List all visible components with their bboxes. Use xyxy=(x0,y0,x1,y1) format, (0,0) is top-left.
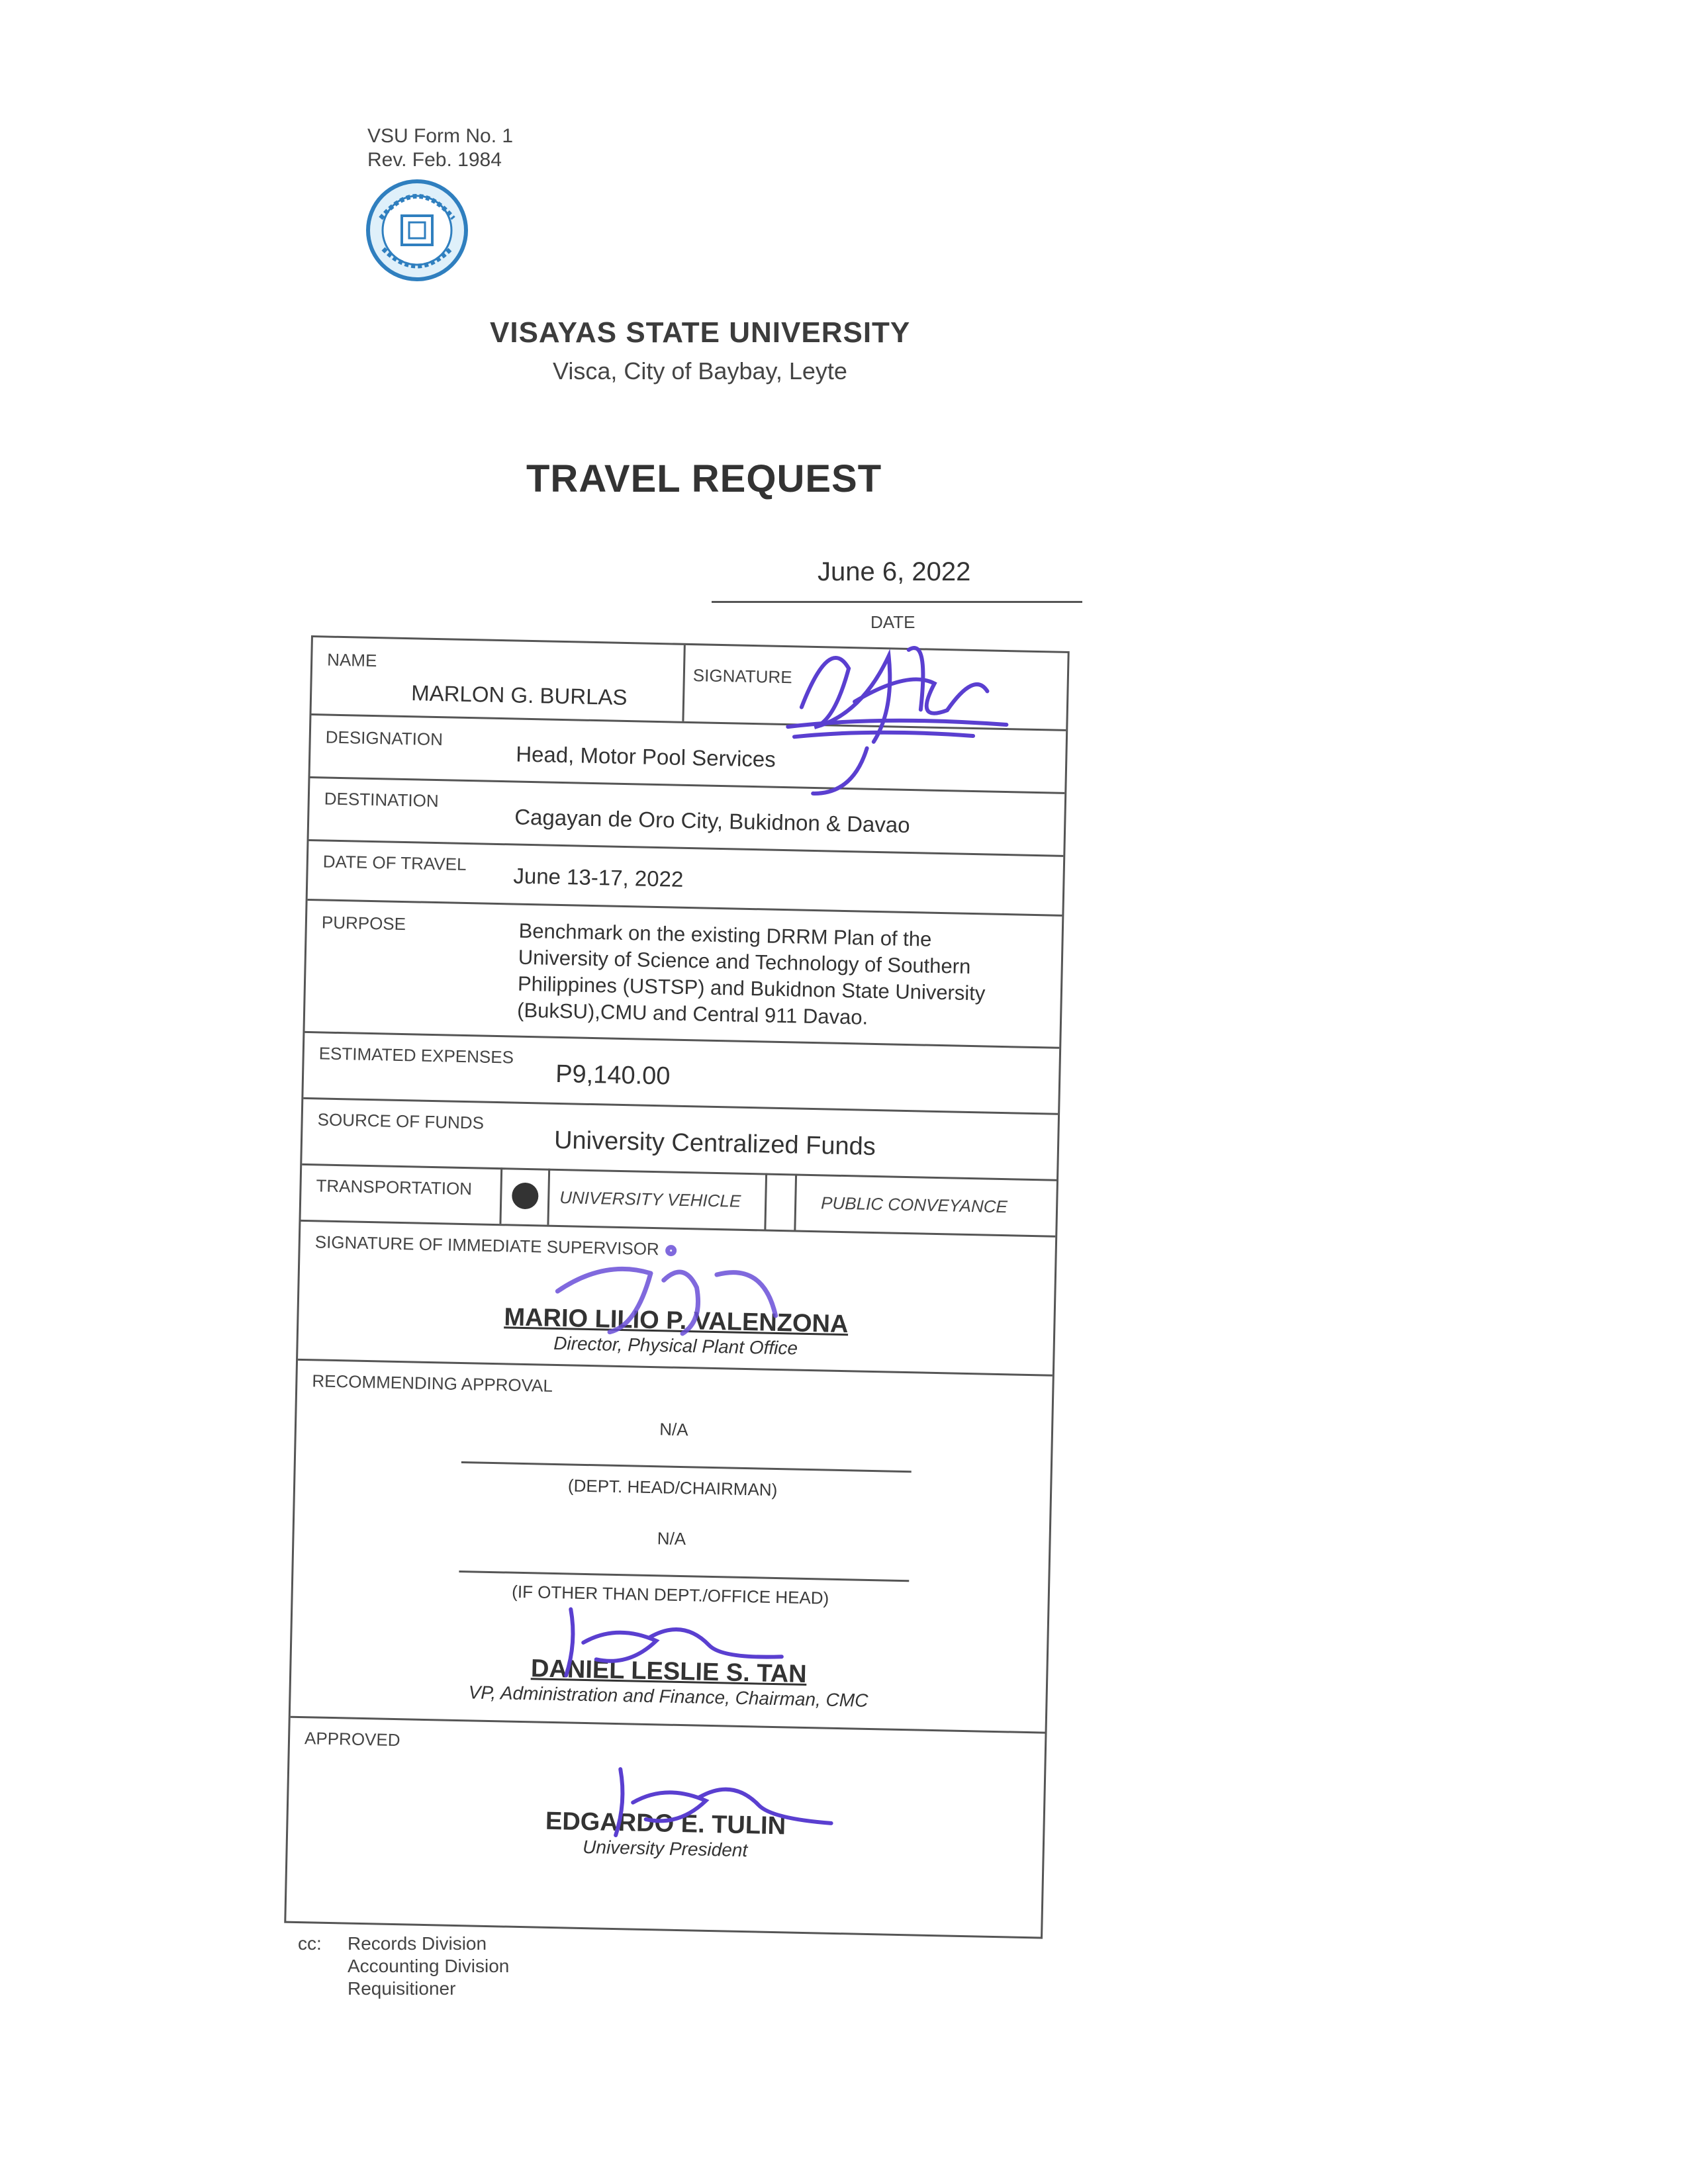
name-value: MARLON G. BURLAS xyxy=(410,680,628,710)
transport-option-university-vehicle: UNIVERSITY VEHICLE xyxy=(559,1187,741,1211)
recommending-title: VP, Administration and Finance, Chairman, CMC xyxy=(468,1682,868,1711)
requester-signature-icon xyxy=(773,627,1015,804)
form-revision: Rev. Feb. 1984 xyxy=(367,149,502,171)
designation-value: Head, Motor Pool Services xyxy=(515,741,776,772)
purpose-line: University of Science and Technology of Southern xyxy=(518,945,971,978)
supervisor-name: MARIO LILIO P. VALENZONA xyxy=(504,1303,849,1339)
purpose-line: (BukSU),CMU and Central 911 Davao. xyxy=(516,998,868,1029)
approved-name: EDGARDO E. TULIN xyxy=(545,1807,786,1841)
transport-divider xyxy=(794,1173,797,1230)
transportation-label: TRANSPORTATION xyxy=(316,1175,473,1199)
other-head-caption: (IF OTHER THAN DEPT./OFFICE HEAD) xyxy=(511,1581,829,1608)
date-label: DATE xyxy=(870,612,915,632)
date-underline xyxy=(712,601,1082,603)
date-of-travel-value: June 13-17, 2022 xyxy=(513,863,684,891)
signature-label: SIGNATURE xyxy=(692,665,792,688)
purpose-row xyxy=(305,899,1062,1049)
dept-head-caption: (DEPT. HEAD/CHAIRMAN) xyxy=(567,1475,778,1500)
name-divider xyxy=(682,645,685,721)
transport-divider xyxy=(499,1167,502,1224)
page-title: TRAVEL REQUEST xyxy=(526,457,882,500)
dept-head-line xyxy=(461,1461,912,1473)
estimated-expenses-value: P9,140.00 xyxy=(555,1060,671,1091)
purpose-line: Benchmark on the existing DRRM Plan of the xyxy=(518,919,932,951)
dept-head-value: N/A xyxy=(659,1419,688,1440)
recommending-name: DANIEL LESLIE S. TAN xyxy=(530,1655,808,1689)
university-vehicle-checkbox[interactable] xyxy=(512,1183,539,1210)
transport-option-public-conveyance: PUBLIC CONVEYANCE xyxy=(820,1193,1008,1217)
other-head-line xyxy=(459,1570,909,1582)
destination-label: DESTINATION xyxy=(324,788,439,811)
travel-request-form xyxy=(284,635,1070,1939)
supervisor-label: SIGNATURE OF IMMEDIATE SUPERVISOR xyxy=(314,1232,660,1259)
recommending-signature-icon xyxy=(556,1602,796,1694)
university-address: Visca, City of Baybay, Leyte xyxy=(553,357,847,385)
transport-divider xyxy=(764,1173,767,1230)
date-of-travel-label: DATE OF TRAVEL xyxy=(322,851,467,874)
supervisor-signature-icon xyxy=(550,1232,790,1349)
request-date: June 6, 2022 xyxy=(818,557,971,586)
name-label: NAME xyxy=(326,649,377,671)
source-of-funds-value: University Centralized Funds xyxy=(553,1126,876,1161)
cc-list xyxy=(298,1933,510,1999)
approved-signature-icon xyxy=(606,1762,846,1854)
approved-label: APPROVED xyxy=(304,1728,400,1751)
supervisor-title: Director, Physical Plant Office xyxy=(553,1332,798,1359)
cc-item: Requisitioner xyxy=(348,1978,456,1999)
purpose-line: Philippines (USTSP) and Bukidnon State University xyxy=(517,972,986,1005)
other-head-value: N/A xyxy=(657,1528,686,1549)
transport-divider xyxy=(547,1169,550,1225)
cc-label: cc: xyxy=(298,1933,322,1954)
university-name: VISAYAS STATE UNIVERSITY xyxy=(490,316,911,349)
source-of-funds-label: SOURCE OF FUNDS xyxy=(317,1109,485,1133)
estimated-expenses-label: ESTIMATED EXPENSES xyxy=(318,1043,514,1068)
cc-items xyxy=(348,1933,509,2000)
cc-item: Accounting Division xyxy=(348,1956,510,1976)
approved-title: University President xyxy=(582,1836,748,1861)
destination-value: Cagayan de Oro City, Bukidnon & Davao xyxy=(514,804,910,838)
designation-label: DESIGNATION xyxy=(325,727,444,750)
form-number: VSU Form No. 1 xyxy=(367,125,514,147)
purpose-value xyxy=(517,918,987,1034)
university-seal-icon xyxy=(361,177,473,283)
form-number-block xyxy=(367,124,513,172)
cc-item: Records Division xyxy=(348,1933,487,1954)
recommending-approval-label: RECOMMENDING APPROVAL xyxy=(312,1371,553,1396)
purpose-label: PURPOSE xyxy=(321,912,406,934)
